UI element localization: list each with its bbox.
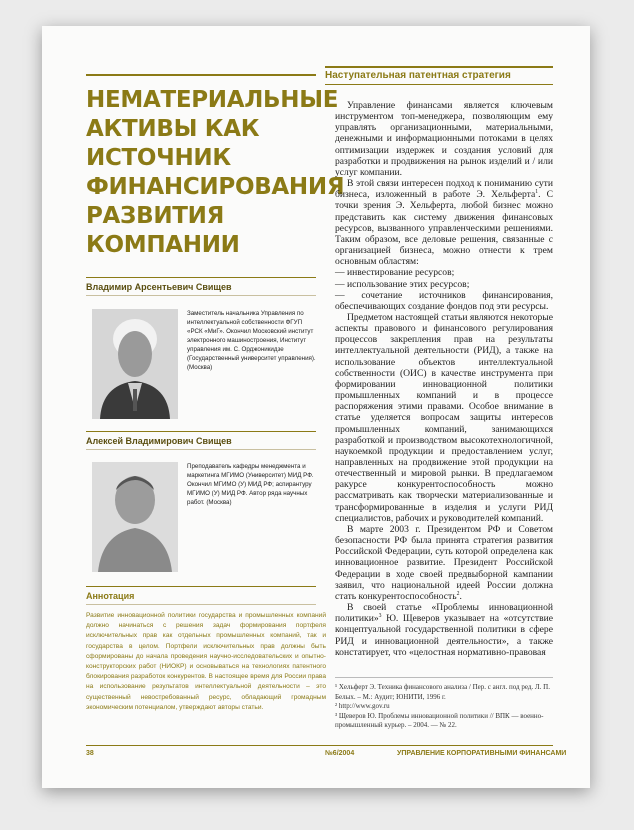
body-paragraph-3: Предметом настоящей статьи являются некоторые аспекты правового и финансового регулирования процессов закрепления прав на результаты интеллектуальной деятельности (РИД), а также на использование объектов интеллектуальной собственности (ОИС) в качестве инструмента при формировании инновационной политики промышленных компаний и в процессе распоряжения этими правами. Особое внимание в статье уделяется вопросам защиты интересов промышленных компаний, занимающихся разработкой и производством высокотехнологичной, наукоемкой продукции и предоставлением услуг, направленных на продвижение этой продукции на отечественный и мировой рынки. В предлагаемом ракурсе конкурентоспособность можно рассматривать как творчески материализованные и трансформированные в изделия и услуги РИД специалистов, рабочих и руководителей компаний. — [335, 311, 553, 524]
article-title: НЕМАТЕРИАЛЬНЫЕ АКТИВЫ КАК ИСТОЧНИК ФИНАНСИРОВАНИЯ РАЗВИТИЯ КОМПАНИИ — [86, 87, 345, 258]
list-item: — сочетание источников финансирования, обеспечивающих создание фондов под эти ресурсы. — [335, 289, 553, 312]
author-bio-2: Преподаватель кафедры менеджмента и маркетинга МГИМО (Университет) МИД РФ. Окончил МГИМО (У) МИД РФ; аспирантуру МГИМО (У) МИД РФ. Автор ряда научных работ. (Москва) — [187, 463, 314, 506]
journal-name: УПРАВЛЕНИЕ КОРПОРАТИВНЫМИ ФИНАНСАМИ — [397, 750, 567, 757]
author-photo-2-image — [92, 462, 178, 572]
footer-rule — [86, 745, 553, 746]
body-paragraph-1: Управление финансами является ключевым инструментом топ-менеджера, позволяющим ему управлять организационными, материальными, денежными и информационными потоками в целях оптимизации издержек и создания условий для разработки и продвижения на рынок изделий и / или услуг компании. — [335, 100, 553, 178]
list-item: — инвестирование ресурсов; — [335, 267, 455, 279]
page-number: 38 — [86, 750, 94, 757]
magazine-page — [42, 26, 590, 788]
author1-rule — [86, 277, 316, 278]
abstract-divider — [86, 604, 316, 605]
top-rule-right — [325, 66, 553, 68]
body-paragraph-2: В этой связи интересен подход к пониманию сути бизнеса, изложенный в работе Э. Хельферта$^1$. С точки зрения Э. Хельферта, любой бизнес можно представить как систему движения финансовых ресурсов, вызванного управленческими решениями. Таким образом, все деловые решения, связанные с организацией бизнеса, можно отнести к трем основным областям: — [335, 178, 553, 268]
list-item: — использование этих ресурсов; — [335, 278, 470, 290]
abstract-text: Развитие инновационной политики государства и промышленных компаний должно начинаться с решения задач формирования портфеля исключительных прав как отдельных промышленных компаний, так и государства в целом. Портфели исключительных прав должны быть сформированы до начала проведения научно-исследовательских и опытно-конструкторских работ (НИОКР) и основываться на технологиях патентного блокирования разработок конкурентов. В настоящее время для России права на использование результатов интеллектуальной деятельности – это существенный невостребованный ресурс, обладающий громадным экономическим потенциалом, утверждают авторы статьи. — [86, 612, 326, 711]
footnote-ref-2: 2 — [456, 590, 460, 597]
article-body — [335, 100, 553, 658]
author2-rule — [86, 431, 316, 432]
footnote-ref-1: 1 — [535, 189, 539, 196]
section-heading: Наступательная патентная стратегия — [325, 70, 511, 81]
footnote-ref-3: 3 — [378, 613, 382, 619]
footnote-2: ² http://www.gov.ru — [335, 702, 390, 711]
top-rule-left — [86, 74, 316, 76]
issue-number: №6/2004 — [325, 750, 355, 757]
footnote-divider — [335, 677, 553, 678]
author-name-1: Владимир Арсентьевич Свищев — [86, 282, 232, 292]
body-paragraph-4: В марте 2003 г. Президентом РФ и Советом безопасности РФ была принята стратегия развития Российской Федерации, суть которой определена как инновационное развитие. Президент Российской Федерации в ходе своей предвыборной кампании заявил, что национальной идеей России должна стать конкурентоспособность$^2$. — [335, 523, 553, 602]
abstract-heading: Аннотация — [86, 591, 135, 601]
author-bio-1: Заместитель начальника Управления по интеллектуальной собственности ФГУП «РСК «МиГ». Окончил Московский институт электронного машиностроения, Институт управления им. С. Орджоникидзе (Государственный университет управления). (Москва) — [187, 310, 316, 371]
abstract-rule — [86, 586, 316, 587]
author1-divider — [86, 295, 316, 296]
author2-divider — [86, 449, 316, 450]
author-photo-1-image — [92, 309, 178, 419]
body-paragraph-5: В своей статье «Проблемы инновационной политики»$^3$ Ю. Щеверов указывает на «отсутствие концептуальной государственной политики в сфере РИД и инновационной деятельности», а также констатирует, что «целостная нормативно-правовая — [335, 602, 553, 658]
footnote-3: ³ Щеверов Ю. Проблемы инновационной политики // ВПК — военно-промышленный курьер. – 2004. — № 22. — [335, 711, 544, 730]
footnotes — [335, 683, 553, 731]
section-divider — [325, 84, 553, 85]
footnote-1: ¹ Хельферт Э. Техника финансового анализа / Пер. с англ. под ред. Л. П. Белых. – М.: Аудит; ЮНИТИ, 1996 г. — [335, 683, 550, 701]
author-name-2: Алексей Владимирович Свищев — [86, 436, 232, 446]
author-photo-2 — [92, 462, 178, 572]
author-photo-1 — [92, 309, 178, 419]
